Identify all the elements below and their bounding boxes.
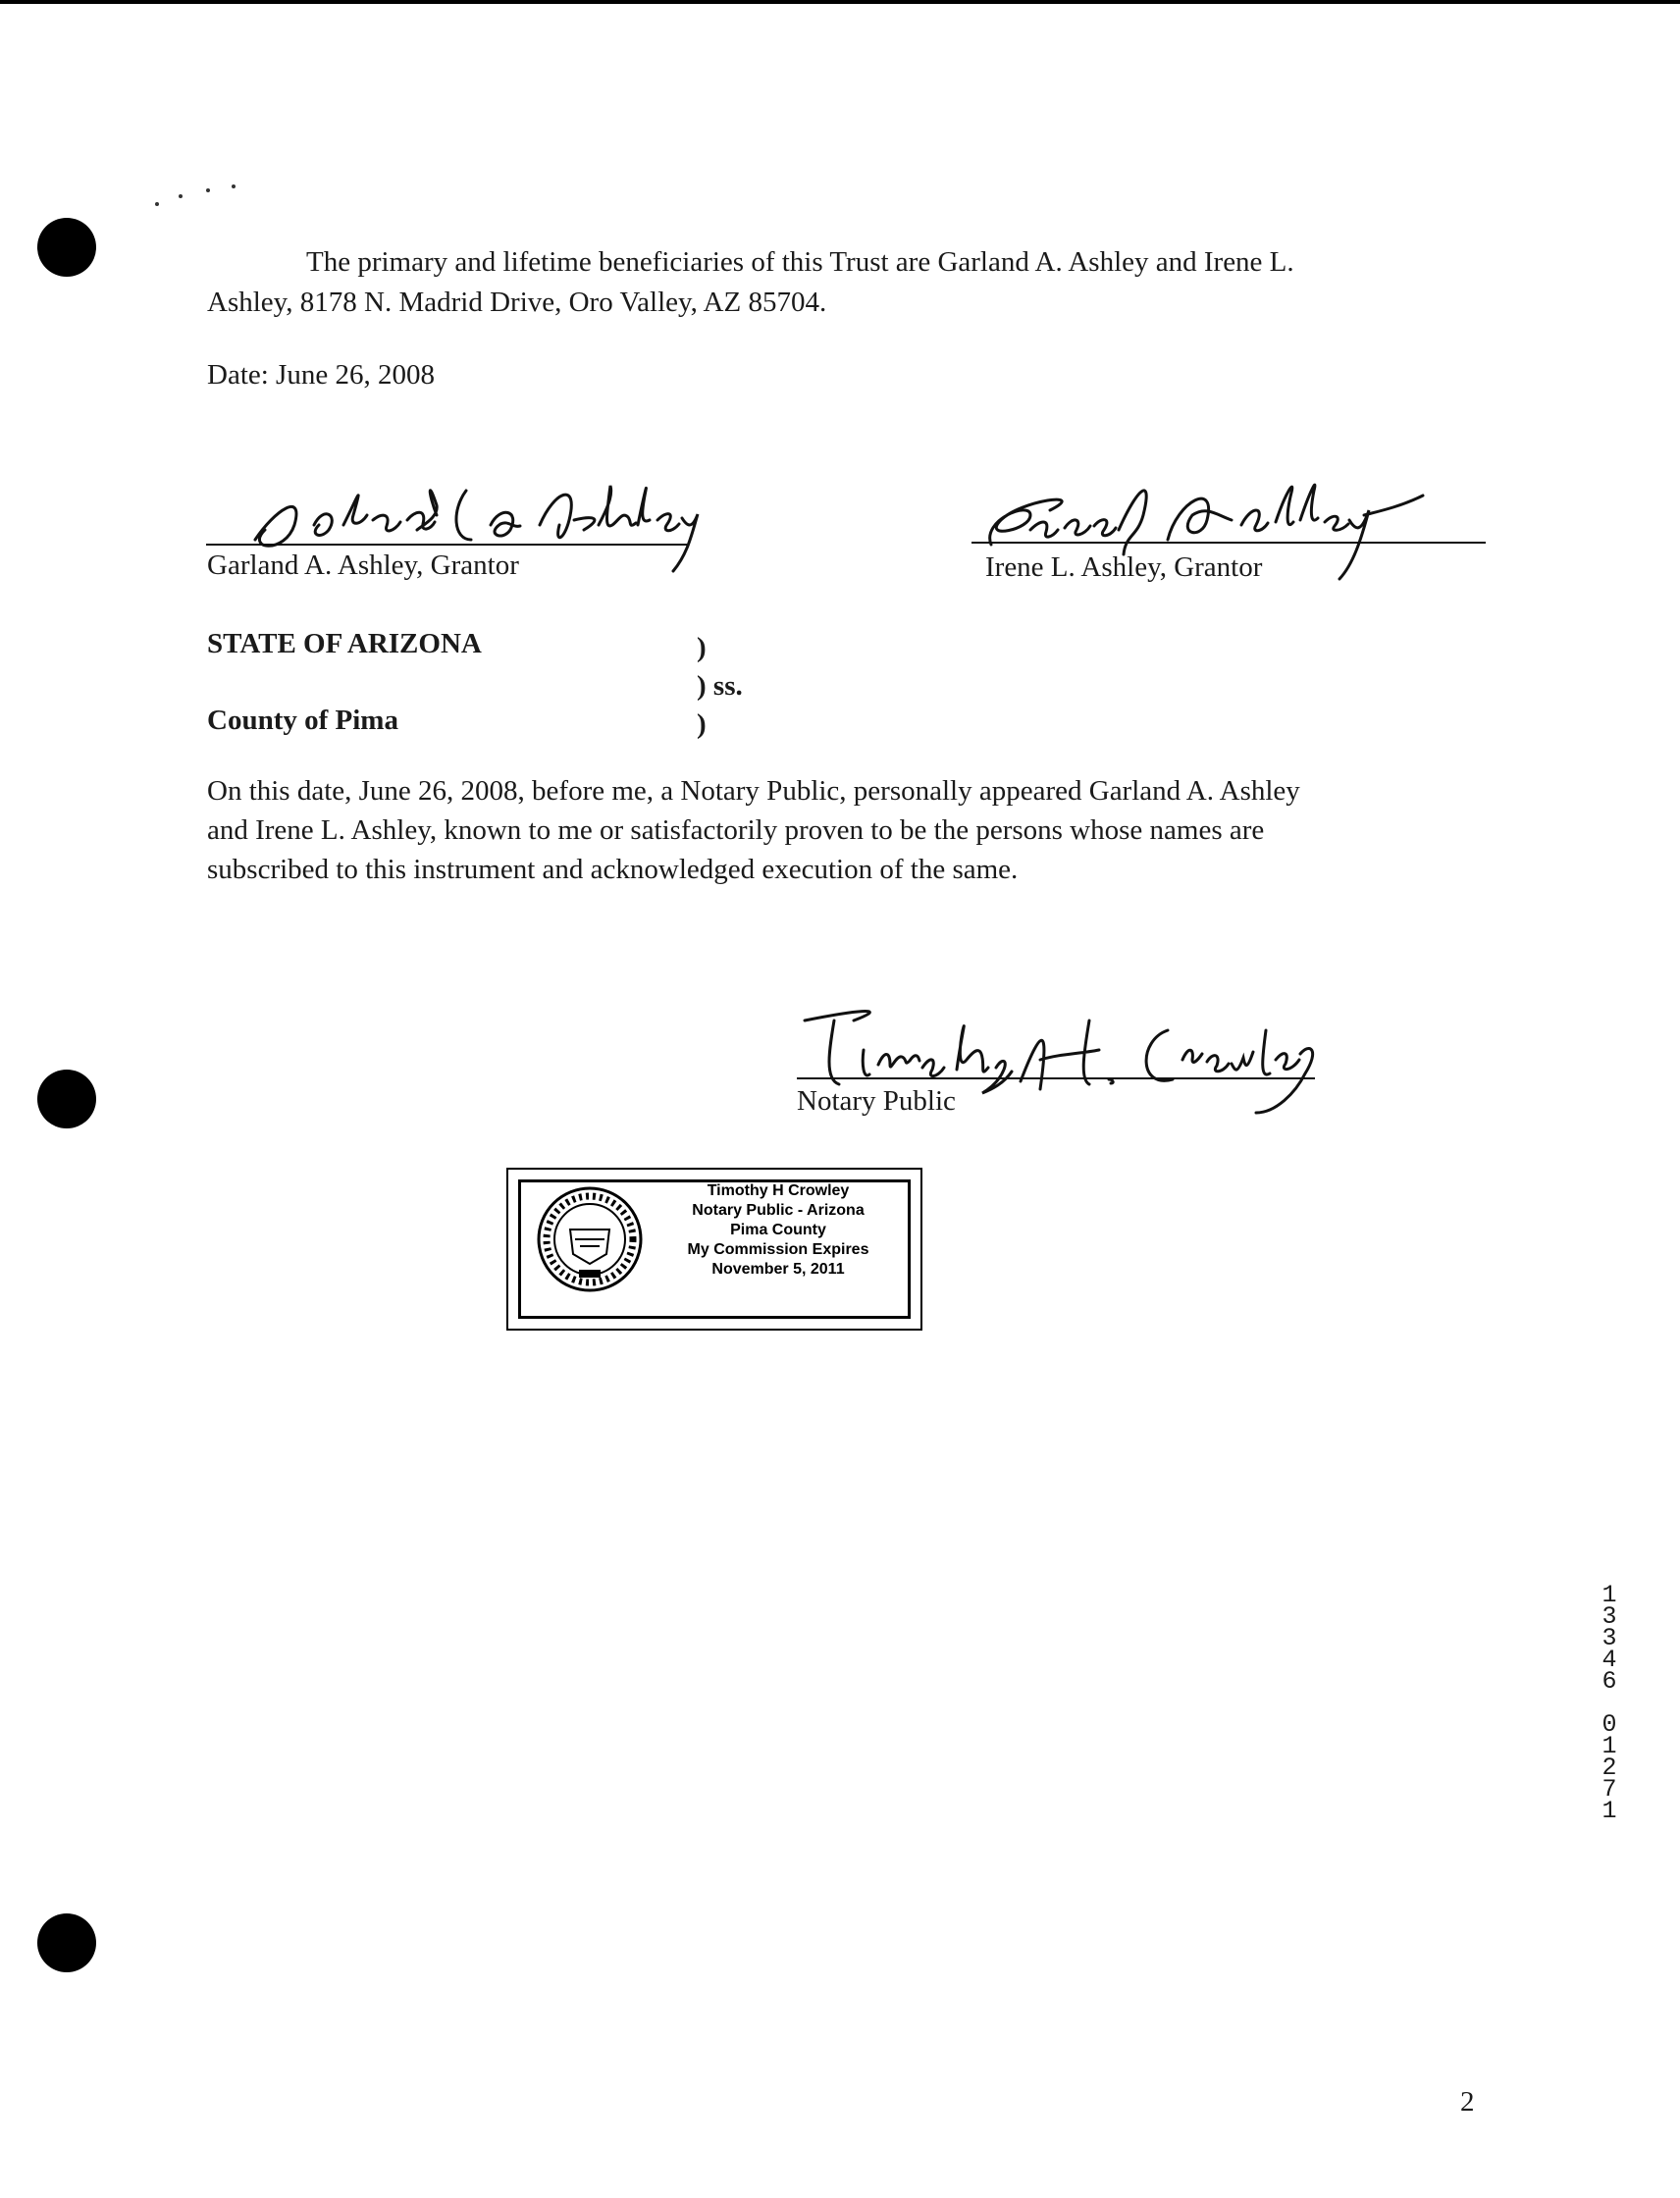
document-number-digit: 3	[1601, 1602, 1617, 1631]
beneficiaries-line-2: Ashley, 8178 N. Madrid Drive, Oro Valley, AZ 85704.	[207, 287, 827, 318]
acknowledgment-line-2: and Irene L. Ashley, known to me or satisfactorily proven to be the persons whose names are	[207, 814, 1265, 846]
document-number	[1598, 1581, 1621, 1825]
notary-caption: Notary Public	[797, 1085, 956, 1117]
venue-paren-3: )	[697, 708, 707, 740]
document-number-digit: 1	[1601, 1797, 1617, 1825]
grantor2-caption: Irene L. Ashley, Grantor	[985, 551, 1263, 583]
document-number-digit: 2	[1601, 1753, 1617, 1782]
stamp-line-title: Notary Public - Arizona	[692, 1202, 865, 1219]
punch-hole-bottom	[37, 1913, 96, 1972]
acknowledgment-line-3: subscribed to this instrument and acknowledged execution of the same.	[207, 854, 1019, 885]
beneficiaries-line-1: The primary and lifetime beneficiaries of this Trust are Garland A. Ashley and Irene L.	[306, 246, 1294, 278]
venue-paren-1: )	[697, 632, 707, 663]
acknowledgment-line-1: On this date, June 26, 2008, before me, a Notary Public, personally appeared Garland A. Ashley	[207, 775, 1300, 807]
arizona-seal-icon	[536, 1185, 644, 1293]
stamp-line-date: November 5, 2011	[711, 1261, 845, 1278]
notary-stamp	[506, 1168, 922, 1331]
document-number-digit: 0	[1601, 1710, 1617, 1739]
scan-dot	[179, 194, 183, 198]
document-number-digit: 3	[1601, 1624, 1617, 1652]
venue-paren-ss: ) ss.	[697, 670, 743, 702]
grantor2-signature-line	[971, 542, 1486, 544]
document-number-digit: 6	[1601, 1667, 1617, 1696]
date-line: Date: June 26, 2008	[207, 359, 435, 391]
document-number-digit: 7	[1601, 1775, 1617, 1804]
stamp-line-name: Timothy H Crowley	[707, 1182, 850, 1199]
venue-state: STATE OF ARIZONA	[207, 628, 482, 659]
stamp-line-county: Pima County	[730, 1222, 826, 1238]
stamp-line-expires: My Commission Expires	[687, 1241, 869, 1258]
scan-dot	[206, 188, 210, 192]
grantor1-caption: Garland A. Ashley, Grantor	[207, 550, 519, 581]
scan-dot	[232, 184, 236, 188]
document-number-digit: 1	[1601, 1732, 1617, 1760]
document-number-digit: 4	[1601, 1646, 1617, 1674]
document-number-digit: 1	[1601, 1581, 1617, 1609]
scan-dot	[155, 202, 159, 206]
punch-hole-top	[37, 218, 96, 277]
notary-signature-line	[797, 1077, 1315, 1079]
punch-hole-middle	[37, 1070, 96, 1128]
venue-county: County of Pima	[207, 705, 398, 736]
notary-stamp-text	[656, 1181, 901, 1280]
top-border	[0, 0, 1680, 4]
page-number: 2	[1460, 2086, 1475, 2118]
